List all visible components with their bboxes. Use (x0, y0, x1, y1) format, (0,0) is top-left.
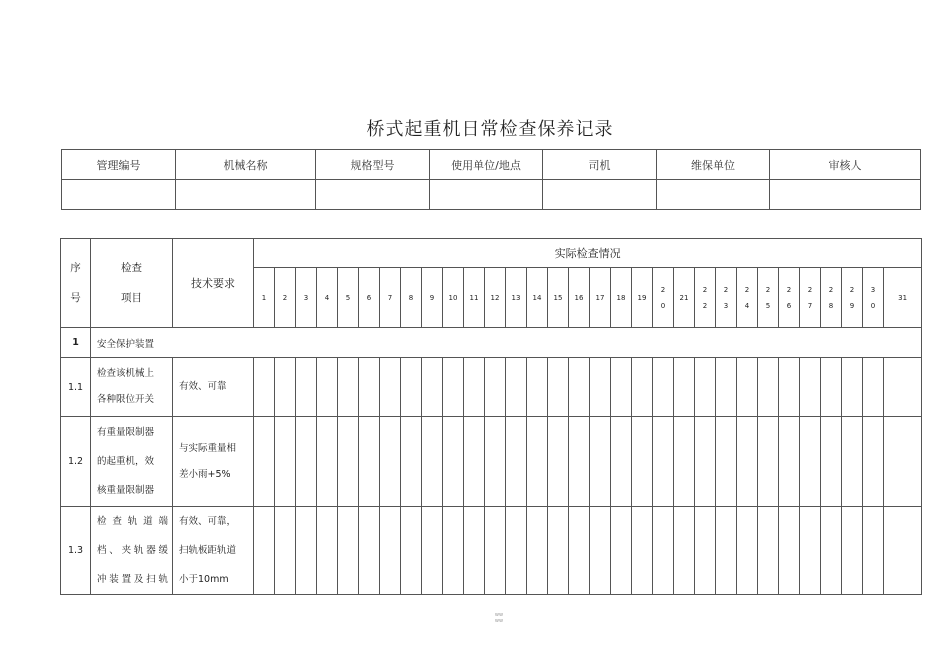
info-value-machine-name[interactable] (176, 180, 316, 210)
technical-requirement-line: 有效、可靠， (179, 516, 237, 527)
day-number: 2 (702, 285, 708, 294)
inspection-item-line: 检查该机械上 (97, 368, 155, 379)
daily-check-cell[interactable] (632, 358, 653, 417)
inspection-item-line: 档、夹轨器缓 (97, 545, 168, 556)
daily-check-cell[interactable] (674, 507, 695, 595)
technical-requirement-line: 有效、可靠 (179, 381, 227, 392)
day-number: 12 (490, 293, 500, 302)
daily-check-cell[interactable] (695, 417, 716, 507)
day-header (401, 268, 422, 328)
info-header-model: 规格型号 (316, 150, 430, 180)
daily-check-cell[interactable] (863, 417, 884, 507)
daily-check-cell[interactable] (296, 507, 317, 595)
day-header (653, 268, 674, 328)
info-header-reviewer: 审核人 (770, 150, 921, 180)
daily-check-cell[interactable] (821, 358, 842, 417)
row-seq: 1 (61, 328, 91, 358)
day-number: 10 (448, 293, 458, 302)
inspection-item (91, 507, 173, 595)
day-number: 4 (744, 301, 750, 310)
daily-check-cell[interactable] (821, 417, 842, 507)
inspection-record-table (60, 238, 922, 595)
day-header (821, 268, 842, 328)
daily-check-cell[interactable] (674, 358, 695, 417)
day-number: 3 (870, 285, 876, 294)
daily-check-cell[interactable] (653, 417, 674, 507)
day-number: 7 (807, 301, 813, 310)
day-number: 2 (849, 285, 855, 294)
daily-check-cell[interactable] (716, 507, 737, 595)
daily-check-cell[interactable] (758, 507, 779, 595)
day-number: 4 (324, 293, 330, 302)
daily-check-cell[interactable] (422, 417, 443, 507)
technical-requirement (173, 417, 254, 507)
daily-check-cell[interactable] (527, 358, 548, 417)
day-number: 0 (660, 301, 666, 310)
daily-check-cell[interactable] (254, 507, 275, 595)
day-number: 5 (765, 301, 771, 310)
daily-check-cell[interactable] (884, 358, 922, 417)
inspection-item-line: 各种限位开关 (97, 394, 155, 405)
day-number: 2 (765, 285, 771, 294)
daily-check-cell[interactable] (779, 358, 800, 417)
day-header (275, 268, 296, 328)
daily-check-cell[interactable] (842, 507, 863, 595)
day-number: 11 (469, 293, 479, 302)
daily-check-cell[interactable] (359, 358, 380, 417)
daily-check-cell[interactable] (317, 417, 338, 507)
day-header (737, 268, 758, 328)
item-header-top: 检查 (121, 262, 142, 274)
daily-check-cell[interactable] (443, 417, 464, 507)
footer-mark (487, 612, 511, 624)
inspection-item (91, 358, 173, 417)
daily-check-cell[interactable] (548, 507, 569, 595)
day-header (632, 268, 653, 328)
day-number: 2 (723, 285, 729, 294)
seq-header-bottom: 号 (70, 292, 81, 304)
section-row (61, 328, 922, 358)
inspection-item-line: 检查轨道端 (97, 516, 168, 527)
daily-check-cell[interactable] (506, 358, 527, 417)
day-header (443, 268, 464, 328)
footer-mark-line: ww (494, 612, 504, 618)
day-number: 14 (532, 293, 542, 302)
daily-check-cell[interactable] (758, 358, 779, 417)
daily-check-cell[interactable] (569, 358, 590, 417)
day-number: 0 (870, 301, 876, 310)
day-header (359, 268, 380, 328)
info-header-unit-location: 使用单位/地点 (430, 150, 543, 180)
technical-requirement (173, 358, 254, 417)
day-number: 19 (637, 293, 647, 302)
daily-check-cell[interactable] (464, 507, 485, 595)
day-number: 31 (898, 293, 908, 302)
day-header (569, 268, 590, 328)
info-header-maintenance-unit: 维保单位 (657, 150, 770, 180)
day-header (800, 268, 821, 328)
daily-check-cell[interactable] (548, 358, 569, 417)
day-number: 18 (616, 293, 626, 302)
day-header (842, 268, 863, 328)
technical-requirement-line: 与实际重量相 (179, 442, 237, 454)
info-header-management-no: 管理编号 (62, 150, 176, 180)
day-header (758, 268, 779, 328)
daily-check-cell[interactable] (485, 507, 506, 595)
row-seq: 1.3 (61, 507, 91, 595)
row-seq: 1.2 (61, 417, 91, 507)
daily-check-cell[interactable] (359, 507, 380, 595)
inspection-item-line: 核重量限制器 (97, 485, 155, 496)
day-number: 1 (261, 293, 267, 302)
info-header-driver: 司机 (543, 150, 657, 180)
inspection-item-line: 有重量限制器 (97, 427, 155, 438)
daily-check-cell[interactable] (590, 507, 611, 595)
daily-check-cell[interactable] (758, 417, 779, 507)
daily-check-cell[interactable] (695, 507, 716, 595)
item-header-bottom: 项目 (121, 292, 142, 304)
technical-requirement (173, 507, 254, 595)
inspection-row (61, 358, 922, 417)
day-number: 2 (702, 301, 708, 310)
requirement-header: 技术要求 (173, 239, 254, 328)
daily-check-cell[interactable] (254, 358, 275, 417)
item-header (91, 239, 173, 328)
day-number: 3 (723, 301, 729, 310)
day-number: 15 (553, 293, 563, 302)
day-number: 17 (595, 293, 605, 302)
info-header-machine-name: 机械名称 (176, 150, 316, 180)
day-header (422, 268, 443, 328)
row-seq: 1.1 (61, 358, 91, 417)
daily-check-cell[interactable] (611, 417, 632, 507)
inspection-item-line: 的起重机，效 (97, 456, 155, 467)
day-number: 3 (303, 293, 309, 302)
page-title: 桥式起重机日常检查保养记录 (366, 119, 614, 140)
daily-check-cell[interactable] (422, 507, 443, 595)
inspection-row (61, 507, 922, 595)
info-value-row (62, 180, 921, 210)
day-header (254, 268, 275, 328)
day-number: 6 (366, 293, 372, 302)
day-number: 2 (282, 293, 288, 302)
day-number: 8 (408, 293, 414, 302)
day-header (863, 268, 884, 328)
day-number: 16 (574, 293, 584, 302)
day-header (548, 268, 569, 328)
day-header (485, 268, 506, 328)
info-value-management-no[interactable] (62, 180, 176, 210)
day-number: 9 (849, 301, 855, 310)
day-number: 13 (511, 293, 521, 302)
daily-check-cell[interactable] (737, 507, 758, 595)
day-header (527, 268, 548, 328)
day-header (716, 268, 737, 328)
daily-check-cell[interactable] (716, 417, 737, 507)
daily-check-cell[interactable] (527, 507, 548, 595)
info-header-row (62, 150, 921, 180)
daily-check-cell[interactable] (569, 417, 590, 507)
daily-check-cell[interactable] (464, 358, 485, 417)
daily-check-cell[interactable] (296, 358, 317, 417)
daily-check-cell[interactable] (296, 417, 317, 507)
daily-check-cell[interactable] (737, 417, 758, 507)
info-value-reviewer[interactable] (770, 180, 921, 210)
daily-check-cell[interactable] (590, 358, 611, 417)
seq-header-top: 序 (70, 262, 81, 274)
daily-check-cell[interactable] (485, 417, 506, 507)
daily-check-cell[interactable] (653, 358, 674, 417)
daily-check-cell[interactable] (338, 417, 359, 507)
seq-header (61, 239, 91, 328)
daily-check-cell[interactable] (884, 507, 922, 595)
daily-check-cell[interactable] (506, 417, 527, 507)
daily-check-cell[interactable] (737, 358, 758, 417)
daily-check-cell[interactable] (863, 358, 884, 417)
daily-check-cell[interactable] (275, 417, 296, 507)
daily-check-cell[interactable] (422, 358, 443, 417)
daily-check-cell[interactable] (464, 417, 485, 507)
day-number: 8 (828, 301, 834, 310)
daily-check-cell[interactable] (380, 417, 401, 507)
daily-check-cell[interactable] (884, 417, 922, 507)
info-value-unit-location[interactable] (430, 180, 543, 210)
daily-check-cell[interactable] (842, 358, 863, 417)
daily-check-cell[interactable] (485, 358, 506, 417)
daily-check-cell[interactable] (611, 507, 632, 595)
day-number: 5 (345, 293, 351, 302)
daily-check-cell[interactable] (380, 507, 401, 595)
daily-check-cell[interactable] (590, 417, 611, 507)
daily-check-cell[interactable] (695, 358, 716, 417)
day-number: 2 (786, 285, 792, 294)
inspection-item-line: 冲装置及扫轨 (97, 574, 168, 585)
daily-check-cell[interactable] (863, 507, 884, 595)
equipment-info-table (61, 149, 921, 210)
info-value-driver[interactable] (543, 180, 657, 210)
day-header (506, 268, 527, 328)
day-header (884, 268, 922, 328)
day-header (338, 268, 359, 328)
info-value-maintenance-unit[interactable] (657, 180, 770, 210)
day-header (590, 268, 611, 328)
daily-check-cell[interactable] (800, 507, 821, 595)
daily-check-cell[interactable] (842, 417, 863, 507)
daily-check-cell[interactable] (674, 417, 695, 507)
day-header (296, 268, 317, 328)
day-number: 9 (429, 293, 435, 302)
daily-check-cell[interactable] (611, 358, 632, 417)
record-header-row (61, 239, 922, 268)
daily-check-cell[interactable] (779, 507, 800, 595)
day-header (317, 268, 338, 328)
daily-check-cell[interactable] (527, 417, 548, 507)
technical-requirement-line: 小于10mm (179, 574, 229, 585)
daily-check-cell[interactable] (821, 507, 842, 595)
daily-check-cell[interactable] (317, 507, 338, 595)
daily-check-cell[interactable] (506, 507, 527, 595)
daily-check-cell[interactable] (632, 507, 653, 595)
daily-check-cell[interactable] (275, 507, 296, 595)
daily-check-cell[interactable] (338, 507, 359, 595)
daily-check-cell[interactable] (800, 417, 821, 507)
daily-check-cell[interactable] (800, 358, 821, 417)
daily-check-cell[interactable] (401, 358, 422, 417)
day-number: 6 (786, 301, 792, 310)
day-header (380, 268, 401, 328)
day-header (674, 268, 695, 328)
day-number: 2 (660, 285, 666, 294)
daily-check-cell[interactable] (275, 358, 296, 417)
actual-inspection-header: 实际检查情况 (254, 239, 922, 268)
section-title-text: 安全保护装置 (97, 338, 155, 350)
day-number: 21 (679, 293, 689, 302)
daily-check-cell[interactable] (569, 507, 590, 595)
day-header (779, 268, 800, 328)
daily-check-cell[interactable] (443, 358, 464, 417)
day-number: 2 (807, 285, 813, 294)
technical-requirement-line: 差小雨+5% (179, 468, 231, 480)
technical-requirement-line: 扫轨板距轨道 (179, 545, 237, 556)
day-number: 7 (387, 293, 393, 302)
footer-mark-line: ww (494, 618, 504, 624)
section-title (91, 328, 922, 358)
daily-check-cell[interactable] (779, 417, 800, 507)
daily-check-cell[interactable] (632, 417, 653, 507)
daily-check-cell[interactable] (401, 417, 422, 507)
daily-check-cell[interactable] (716, 358, 737, 417)
inspection-item (91, 417, 173, 507)
day-header (611, 268, 632, 328)
daily-check-cell[interactable] (359, 417, 380, 507)
day-number: 2 (828, 285, 834, 294)
day-header (464, 268, 485, 328)
inspection-row (61, 417, 922, 507)
daily-check-cell[interactable] (401, 507, 422, 595)
info-value-model[interactable] (316, 180, 430, 210)
daily-check-cell[interactable] (254, 417, 275, 507)
daily-check-cell[interactable] (338, 358, 359, 417)
day-header (695, 268, 716, 328)
daily-check-cell[interactable] (380, 358, 401, 417)
daily-check-cell[interactable] (653, 507, 674, 595)
daily-check-cell[interactable] (443, 507, 464, 595)
day-number: 2 (744, 285, 750, 294)
daily-check-cell[interactable] (548, 417, 569, 507)
daily-check-cell[interactable] (317, 358, 338, 417)
